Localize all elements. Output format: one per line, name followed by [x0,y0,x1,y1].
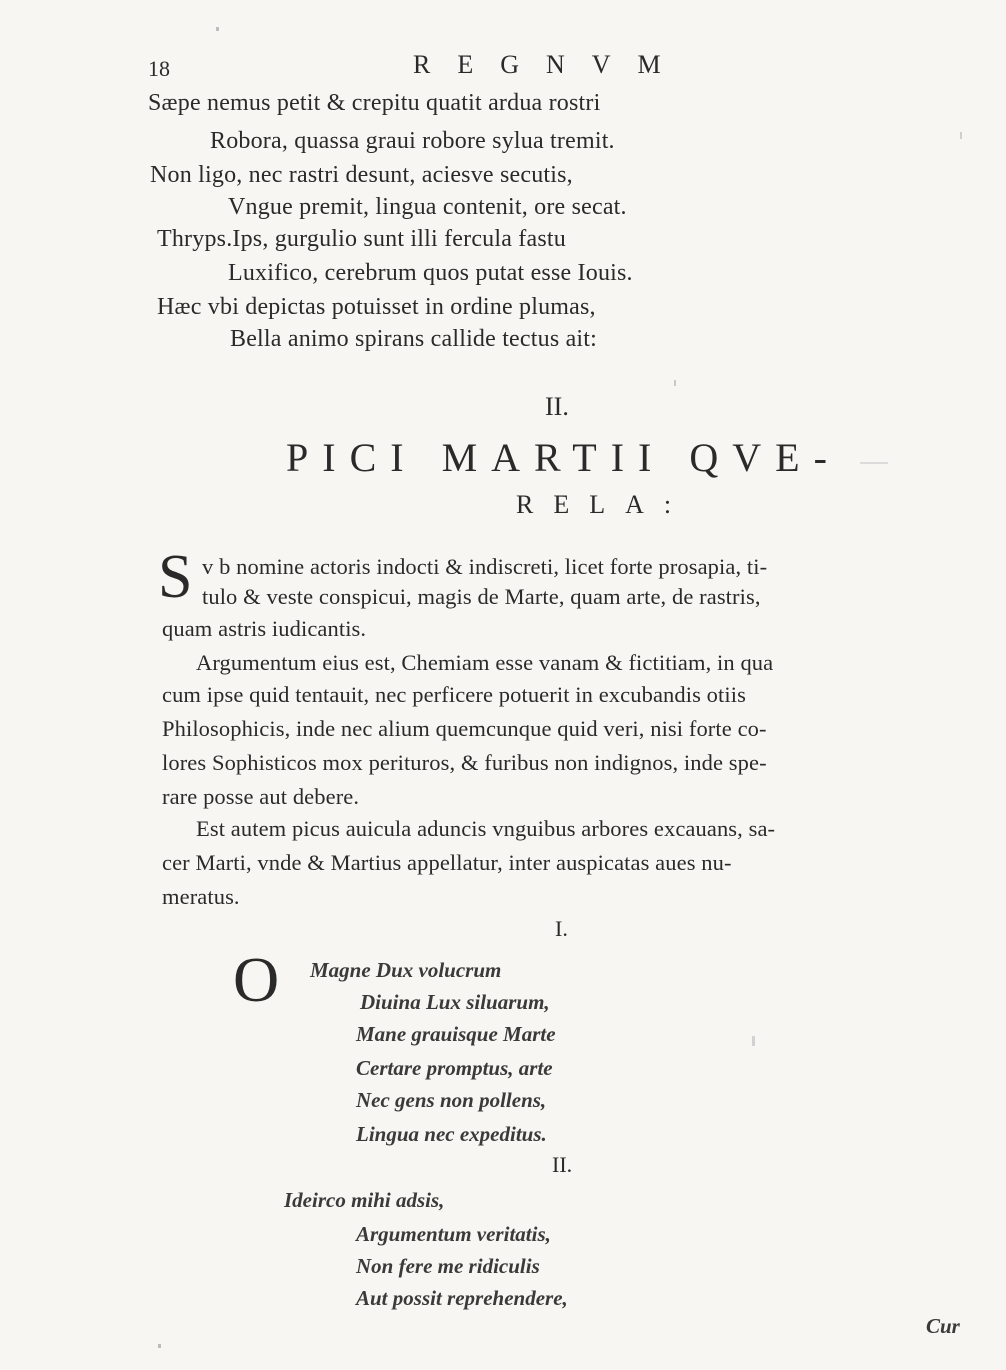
drop-cap: O [233,944,280,1015]
stanza-line: Magne Dux volucrum [310,958,502,982]
verse-line: Hæc vbi depictas potuisset in ordine plumas, [157,294,596,320]
verse-line: Thryps.Ips, gurgulio sunt illi fercula fastu [157,226,566,252]
paragraph-line: Argumentum eius est, Chemiam esse vanam & fictitiam, in qua [196,650,774,675]
paragraph-line: cum ipse quid tentauit, nec perficere potuerit in excubandis otiis [162,682,746,707]
paragraph-line: rare posse aut debere. [162,784,360,809]
print-speck [674,380,676,386]
section-title-line-2: RELA: [516,490,692,519]
verse-line: Robora, quassa graui robore sylua tremit. [210,128,615,154]
stanza-number: I. [555,916,568,941]
stanza-line: Diuina Lux siluarum, [360,990,550,1014]
paragraph-line: tulo & veste conspicui, magis de Marte, quam arte, de rastris, [202,584,761,609]
page-number: 18 [148,56,170,81]
paragraph-line: Est autem picus auicula aduncis vnguibus arbores excauans, sa- [196,816,776,841]
stanza-line: Lingua nec expeditus. [356,1122,547,1146]
section-title-line-1: PICI MARTII QVE- [286,435,841,480]
print-speck [158,1344,161,1348]
section-number: II. [545,392,569,421]
verse-line: Luxifico, cerebrum quos putat esse Iouis. [228,260,633,286]
stanza-line: Argumentum veritatis, [356,1222,551,1246]
print-speck [960,132,962,139]
paragraph-line: meratus. [162,884,240,909]
paragraph-line: lores Sophisticos mox perituros, & furibus non indignos, inde spe- [162,750,767,775]
catchword: Cur [926,1314,960,1338]
stanza-line: Aut possit reprehendere, [356,1286,568,1310]
print-speck [860,462,888,464]
stanza-line: Non fere me ridiculis [356,1254,540,1278]
running-title: REGNVM [413,50,688,79]
paragraph-line: cer Marti, vnde & Martius appellatur, inter auspicatas aues nu- [162,850,732,875]
verse-line: Non ligo, nec rastri desunt, aciesve secutis, [150,162,573,188]
stanza-line: Certare promptus, arte [356,1056,553,1080]
verse-line: Sæpe nemus petit & crepitu quatit ardua rostri [148,90,601,116]
paragraph-line: quam astris iudicantis. [162,616,367,641]
stanza-number: II. [552,1152,573,1177]
print-speck [216,27,219,31]
stanza-line: Nec gens non pollens, [356,1088,547,1112]
verse-line: Vngue premit, lingua contenit, ore secat. [228,194,627,220]
stanza-line: Ideirco mihi adsis, [284,1188,445,1212]
paragraph-line: Philosophicis, inde nec alium quemcunque quid veri, nisi forte co- [162,716,767,741]
verse-line: Bella animo spirans callide tectus ait: [230,326,598,352]
paragraph-line: v b nomine actoris indocti & indiscreti, licet forte prosapia, ti- [202,554,768,579]
drop-cap: S [158,543,193,611]
print-speck [752,1036,755,1046]
stanza-line: Mane grauisque Marte [356,1022,556,1046]
